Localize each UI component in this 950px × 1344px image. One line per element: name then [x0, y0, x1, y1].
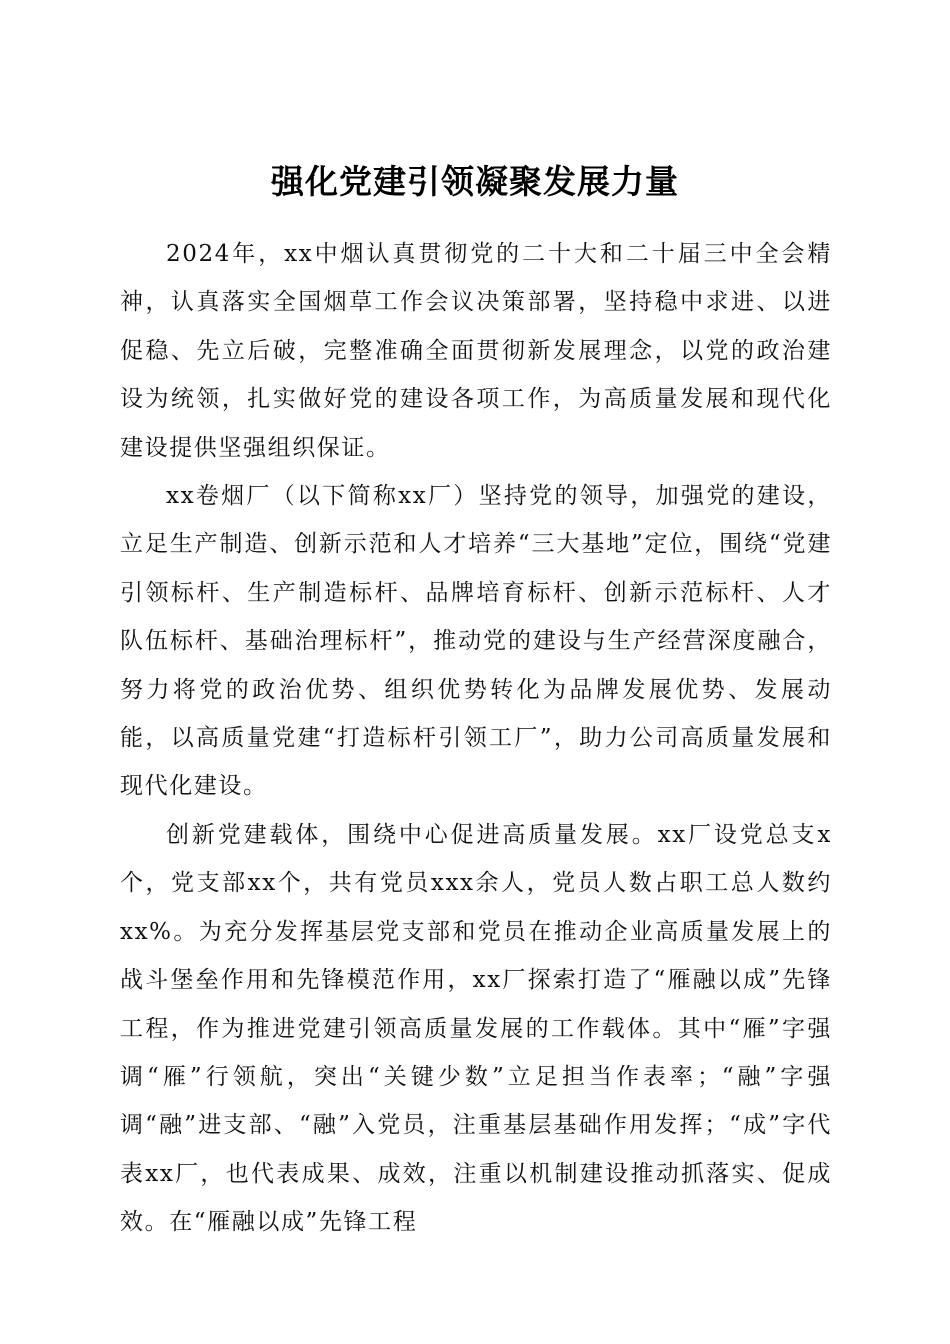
- document-body: [120, 230, 832, 1247]
- document-title: 强化党建引领凝聚发展力量: [271, 162, 679, 202]
- paragraph-factory-overview: xx卷烟厂（以下简称xx厂）坚持党的领导，加强党的建设，立足生产制造、创新示范和人才培养“三大基地”定位，围绕“党建引领标杆、生产制造标杆、品牌培育标杆、创新示范标杆、人才队伍标杆、基础治理标杆”，推动党的建设与生产经营深度融合，努力将党的政治优势、组织优势转化为品牌发展优势、发展动能，以高质量党建“打造标杆引领工厂”，助力公司高质量发展和现代化建设。: [120, 483, 832, 800]
- paragraph-party-building-innovation: 创新党建载体，围绕中心促进高质量发展。xx厂设党总支x个，党支部xx个，共有党员xxx余人，党员人数占职工总人数约xx%。为充分发挥基层党支部和党员在推动企业高质量发展上的战斗堡垒作用和先锋模范作用，xx厂探索打造了“雁融以成”先锋工程，作为推进党建引领高质量发展的工作载体。其中“雁”字强调“雁”行领航，突出“关键少数”立足担当作表率；“融”字强调“融”进支部、“融”入党员，注重基层基础作用发挥；“成”字代表xx厂，也代表成果、成效，注重以机制建设推动抓落实、促成效。在“雁融以成”先锋工程: [120, 821, 832, 1236]
- paragraph-intro: 2024年，xx中烟认真贯彻党的二十大和二十届三中全会精神，认真落实全国烟草工作会议决策部署，坚持稳中求进、以进促稳、先立后破，完整准确全面贯彻新发展理念，以党的政治建设为统领，扎实做好党的建设各项工作，为高质量发展和现代化建设提供坚强组织保证。: [120, 241, 832, 461]
